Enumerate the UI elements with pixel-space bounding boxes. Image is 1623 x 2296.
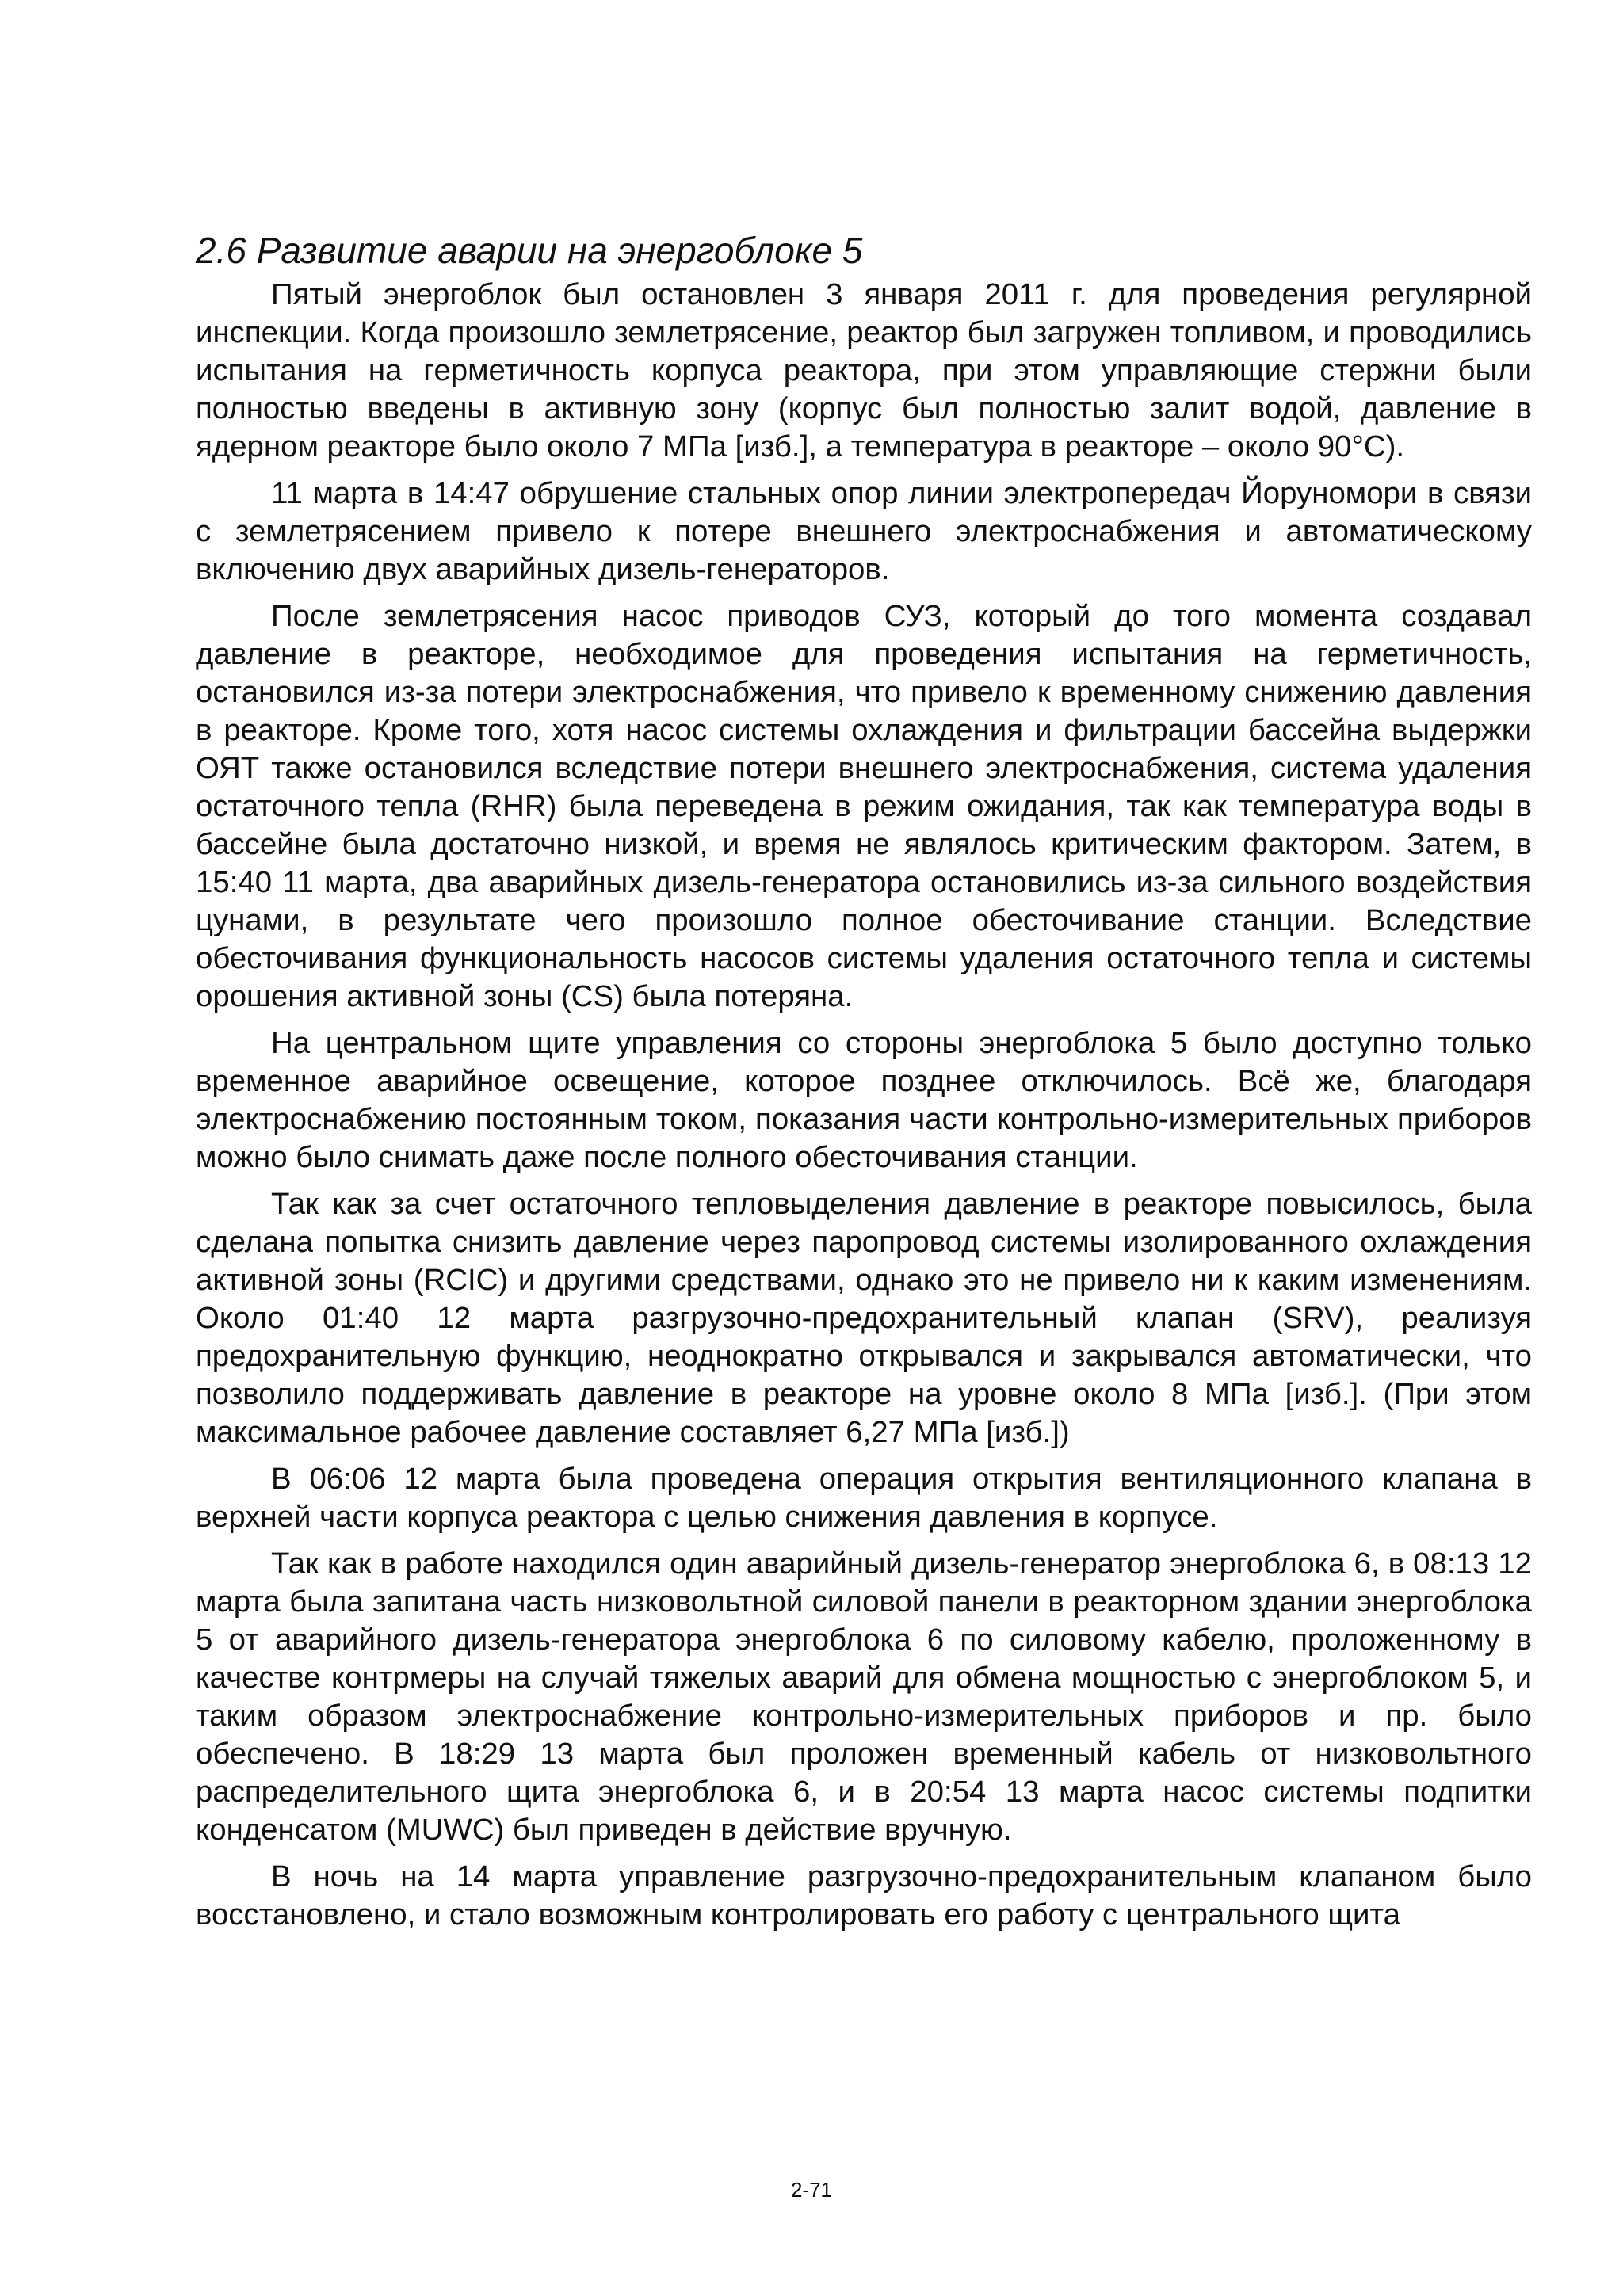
page-content [196, 230, 1532, 1943]
paragraph-4: На центральном щите управления со стороны энергоблока 5 было доступно только временное аварийное освещение, которое позднее отключилось. Всё же, благодаря электроснабжению постоянным током, показания части контрольно-измерительных приборов можно было снимать даже после полного обесточивания станции. [196, 1026, 1532, 1174]
paragraph-6: В 06:06 12 марта была проведена операция открытия вентиляционного клапана в верхней части корпуса реактора с целью снижения давления в корпусе. [196, 1462, 1532, 1534]
paragraph-1: Пятый энергоблок был остановлен 3 января 2011 г. для проведения регулярной инспекции. Когда произошло землетрясение, реактор был загружен топливом, и проводились испытания на герметичность корпуса реактора, при этом управляющие стержни были полностью введены в активную зону (корпус был полностью залит водой, давление в ядерном реакторе было около 7 МПа [изб.], а температура в реакторе – около 90°C). [196, 277, 1532, 463]
paragraph-5: Так как за счет остаточного тепловыделения давление в реакторе повысилось, была сделана попытка снизить давление через паропровод системы изолированного охлаждения активной зоны (RCIC) и другими средствами, однако это не привело ни к каким изменениям. Около 01:40 12 марта разгрузочно-предохранительный клапан (SRV), реализуя предохранительную функцию, неоднократно открывался и закрывался автоматически, что позволило поддерживать давление в реакторе на уровне около 8 МПа [изб.]. (При этом максимальное рабочее давление составляет 6,27 МПа [изб.]) [196, 1187, 1532, 1449]
paragraph-7: Так как в работе находился один аварийный дизель-генератор энергоблока 6, в 08:13 12 марта была запитана часть низковольтной силовой панели в реакторном здании энергоблока 5 от аварийного дизель-генератора энергоблока 6 по силовому кабелю, проложенному в качестве контрмеры на случай тяжелых аварий для обмена мощностью с энергоблоком 5, и таким образом электроснабжение контрольно-измерительных приборов и пр. было обеспечено. В 18:29 13 марта был проложен временный кабель от низковольтного распределительного щита энергоблока 6, и в 20:54 13 марта насос системы подпитки конденсатом (MUWC) был приведен в действие вручную. [196, 1547, 1532, 1847]
paragraph-3: После землетрясения насос приводов СУЗ, который до того момента создавал давление в реакторе, необходимое для проведения испытания на герметичность, остановился из-за потери электроснабжения, что привело к временному снижению давления в реакторе. Кроме того, хотя насос системы охлаждения и фильтрации бассейна выдержки ОЯТ также остановился вследствие потери внешнего электроснабжения, система удаления остаточного тепла (RHR) была переведена в режим ожидания, так как температура воды в бассейне была достаточно низкой, и время не являлось критическим фактором. Затем, в 15:40 11 марта, два аварийных дизель-генератора остановились из-за сильного воздействия цунами, в результате чего произошло полное обесточивание станции. Вследствие обесточивания функциональность насосов системы удаления остаточного тепла и системы орошения активной зоны (CS) была потеряна. [196, 599, 1532, 1013]
section-heading: 2.6 Развитие аварии на энергоблоке 5 [196, 230, 863, 271]
paragraph-8: В ночь на 14 марта управление разгрузочно-предохранительным клапаном было восстановлено, и стало возможным контролировать его работу с центрального щита [196, 1859, 1532, 1932]
paragraph-2: 11 марта в 14:47 обрушение стальных опор линии электропередач Йоруномори в связи с землетрясением привело к потере внешнего электроснабжения и автоматическому включению двух аварийных дизель-генераторов. [196, 476, 1532, 586]
page-number: 2-71 [790, 2178, 833, 2202]
